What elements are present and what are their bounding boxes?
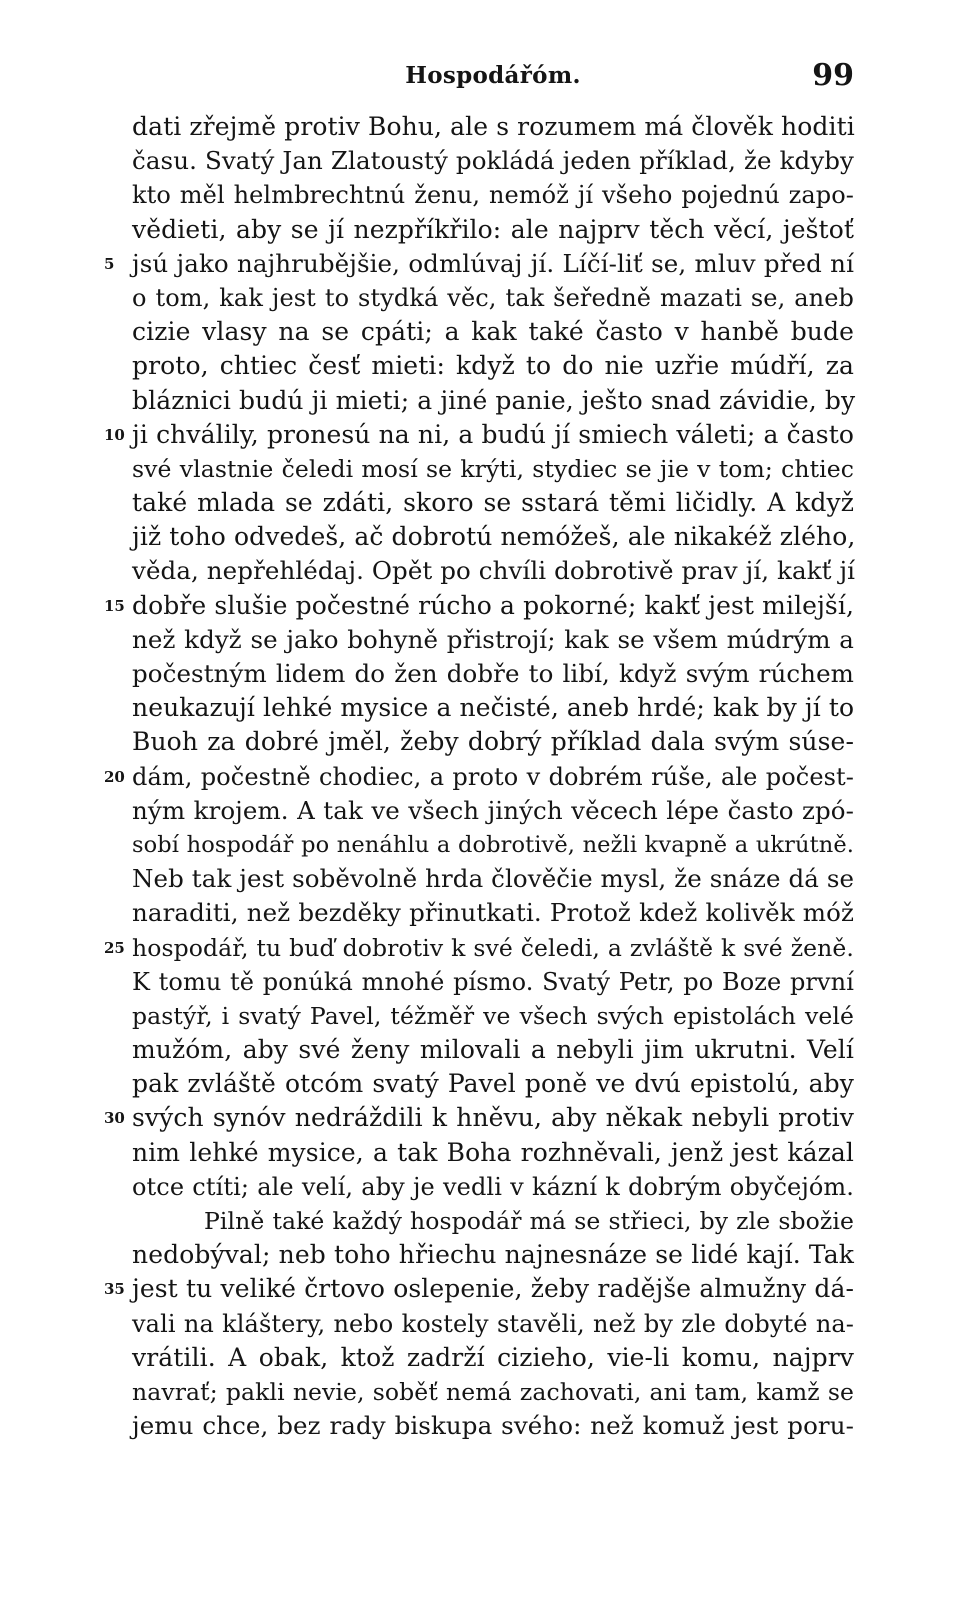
text-line [132, 1136, 854, 1170]
line-text: vědieti, aby se jí nezpříkřilo: ale najprv těch věcí, ještoť [132, 214, 854, 244]
line-text: vali na kláštery, nebo kostely stavěli, než by zle dobyté na- [132, 1309, 854, 1338]
line-text: času. Svatý Jan Zlatoustý pokládá jeden příklad, že kdyby [132, 146, 854, 176]
line-text: jest tu veliké črtovo oslepenie, žeby radějše almužny dá- [132, 1274, 854, 1304]
line-text: mužóm, aby své ženy milovali a nebyli jim ukrutni. Velí [132, 1035, 854, 1065]
line-text: jsú jako najhrubějšie, odmlúvaj jí. Líčí-liť se, mluv před ní [132, 248, 854, 278]
text-line [132, 1409, 854, 1443]
line-text: jemu chce, bez rady biskupa svého: než komuž jest poru- [132, 1411, 854, 1441]
line-number: 35 [104, 1280, 125, 1299]
line-text: věda, nepřehlédaj. Opět po chvíli dobrotivě prav jí, kakť jí [132, 556, 856, 586]
text-line [132, 1307, 854, 1341]
line-text: nedobýval; neb toho hřiechu najnesnáze se lidé kají. Tak [132, 1240, 854, 1270]
text-line [132, 554, 854, 588]
line-text: vrátili. A obak, ktož zadrží cizieho, vie-li komu, najprv [132, 1342, 854, 1372]
text-line [132, 999, 854, 1033]
line-text: K tomu tě ponúká mnohé písmo. Svatý Petr, po Boze první [132, 967, 854, 996]
text-line [104, 589, 854, 623]
line-text: své vlastnie čeledi mosí se krýti, stydiec se jie v tom; chtiec [132, 454, 854, 483]
line-number: 20 [104, 767, 125, 786]
line-number: 5 [104, 254, 115, 273]
line-text: naraditi, než bezděky přinutkati. Protož kdež kolivěk móž [132, 898, 854, 928]
line-text: již toho odvedeš, ač dobrotú nemóžeš, ale nikakéž zlého, [132, 522, 856, 552]
text-line [104, 931, 854, 965]
text-line [104, 418, 854, 452]
text-line [132, 1170, 854, 1204]
text-line [132, 1067, 854, 1101]
text-line [132, 896, 854, 930]
text-line [132, 520, 854, 554]
text-line [132, 1204, 854, 1238]
text-line [104, 1101, 854, 1135]
text-line [132, 1033, 854, 1067]
line-text: ným krojem. A tak ve všech jiných věcech lépe často zpó- [132, 795, 854, 825]
text-line [104, 760, 854, 794]
line-text: dobře slušie počestné rúcho a pokorné; kakť jest milejší, [132, 590, 854, 620]
text-line [132, 213, 854, 247]
text-line [132, 794, 854, 828]
text-line [132, 1375, 854, 1409]
text-line [132, 862, 854, 896]
line-text: také mlada se zdáti, skoro se sstará těmi ličidly. A když [132, 488, 854, 518]
text-line [132, 452, 854, 486]
text-line [132, 1341, 854, 1375]
text-line [132, 315, 854, 349]
line-text: Neb tak jest soběvolně hrda člověčie mysl, že snáze dá se [132, 864, 855, 894]
line-text: Pilně také každý hospodář má se střieci, by zle sbožie [204, 1207, 854, 1235]
line-text: dati zřejmě protiv Bohu, ale s rozumem má člověk hoditi [132, 112, 855, 141]
page-header [132, 58, 854, 98]
line-text: dám, počestně chodiec, a proto v dobrém rúše, ale počest- [132, 762, 854, 791]
text-line [132, 691, 854, 725]
running-head: Hospodářóm. [405, 62, 581, 89]
line-text: ji chválily, pronesú na ni, a budú jí smiech váleti; a často [132, 419, 854, 449]
text-line [132, 349, 854, 383]
line-text: navrať; pakli nevie, soběť nemá zachovati, ani tam, kamž se [132, 1377, 854, 1406]
line-text: hospodář, tu buď dobrotiv k své čeledi, a zvláště k své ženě. [132, 933, 854, 962]
text-line [132, 110, 854, 144]
text-line [132, 486, 854, 520]
text-line [132, 828, 854, 862]
line-text: nim lehké mysice, a tak Boha rozhněvali, jenž jest kázal [132, 1137, 854, 1167]
page-number: 99 [812, 58, 854, 93]
text-line [132, 1238, 854, 1272]
line-text: počestným lidem do žen dobře to libí, když svým rúchem [132, 659, 854, 688]
text-line [132, 144, 854, 178]
text-line [132, 657, 854, 691]
line-text: otce ctíti; ale velí, aby je vedli v kázní k dobrým obyčejóm. [132, 1172, 854, 1201]
line-text: bláznici budú ji mieti; a jiné panie, ješto snad závidie, by [132, 385, 856, 415]
line-number: 30 [104, 1109, 125, 1128]
line-text: proto, chtiec česť mieti: když to do nie uzřie múdří, za [132, 351, 854, 381]
text-line [132, 965, 854, 999]
text-line [132, 725, 854, 759]
line-text: pak zvláště otcóm svatý Pavel poně ve dvú epistolú, aby [132, 1069, 854, 1099]
text-line [104, 247, 854, 281]
line-text: svých synóv nedráždili k hněvu, aby někak nebyli protiv [132, 1103, 854, 1133]
line-number: 10 [104, 425, 125, 444]
text-line [132, 281, 854, 315]
line-text: než když se jako bohyně přistrojí; kak se všem múdrým a [132, 624, 854, 654]
line-text: Buoh za dobré jměl, žeby dobrý příklad dala svým súse- [132, 727, 854, 757]
line-number: 25 [104, 938, 125, 957]
line-text: cizie vlasy na se cpáti; a kak také často v hanbě bude [132, 317, 854, 347]
line-text: neukazují lehké mysice a nečisté, aneb hrdé; kak by jí to [132, 693, 855, 723]
line-text: kto měl helmbrechtnú ženu, nemóž jí všeho pojednú zapo- [132, 181, 854, 210]
line-text: pastýř, i svatý Pavel, téžměř ve všech svých epistolách velé [132, 1001, 854, 1030]
text-line [132, 623, 854, 657]
text-line [104, 1272, 854, 1306]
body-text [104, 110, 856, 1443]
line-number: 15 [104, 596, 125, 615]
text-line [132, 178, 854, 212]
line-text: sobí hospodář po nenáhlu a dobrotivě, nežli kvapně a ukrútně. [132, 831, 854, 858]
line-text: o tom, kak jest to stydká věc, tak šeředně mazati se, aneb [132, 283, 854, 312]
text-line [132, 384, 854, 418]
